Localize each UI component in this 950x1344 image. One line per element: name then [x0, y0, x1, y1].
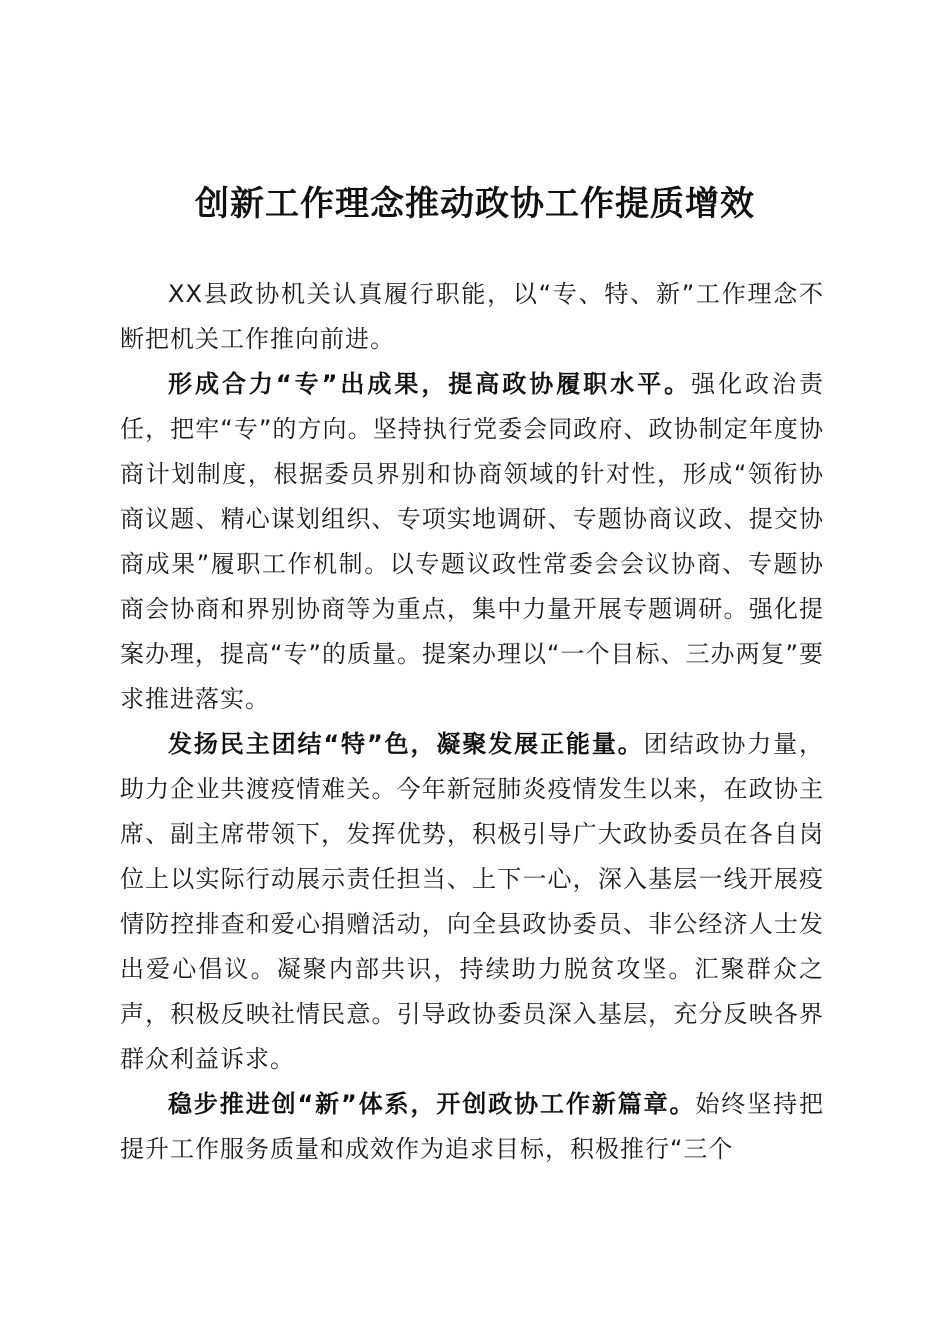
paragraph-text: 强化政治责任，把牢“专”的方向。坚持执行党委会同政府、政协制定年度协商计划制度，根据委员界别和协商领域的针对性，形成“领衔协商议题、精心谋划组织、专项实地调研、专题协商议政、提交协商成果”履职工作机制。以专题议政性常委会会议协商、专题协商会协商和界别协商等为重点，集中力量开展专题调研。强化提案办理，提高“专”的质量。提案办理以“一个目标、三办两复”要求推进落实。 — [120, 370, 825, 713]
paragraph-section-3 — [120, 1082, 824, 1172]
paragraph-heading: 形成合力“专”出成果，提高政协履职水平。 — [168, 370, 692, 398]
paragraph-text: 始终坚持把提升工作服务质量和成效作为追求目标，积极推行“三个 — [120, 1090, 824, 1163]
paragraph-heading: 发扬民主团结“特”色，凝聚发展正能量。 — [168, 730, 644, 758]
paragraph-section-2 — [120, 722, 824, 1082]
paragraph-section-1 — [120, 362, 824, 722]
paragraph-text: 团结政协力量，助力企业共渡疫情难关。今年新冠肺炎疫情发生以来，在政协主席、副主席带领下，发挥优势，积极引导广大政协委员在各自岗位上以实际行动展示责任担当、上下一心，深入基层一线开展疫情防控排查和爱心捐赠活动，向全县政协委员、非公经济人士发出爱心倡议。凝聚内部共识，持续助力脱贫攻坚。汇聚群众之声，积极反映社情民意。引导政协委员深入基层，充分反映各界群众利益诉求。 — [120, 730, 825, 1073]
paragraph-heading: 稳步推进创“新”体系，开创政协工作新篇章。 — [168, 1090, 696, 1118]
document-body — [120, 272, 824, 1172]
document-title: 创新工作理念推动政协工作提质增效 — [195, 184, 755, 224]
paragraph-intro — [120, 272, 824, 362]
paragraph-text: XX县政协机关认真履行职能，以“专、特、新”工作理念不断把机关工作推向前进。 — [120, 280, 824, 353]
